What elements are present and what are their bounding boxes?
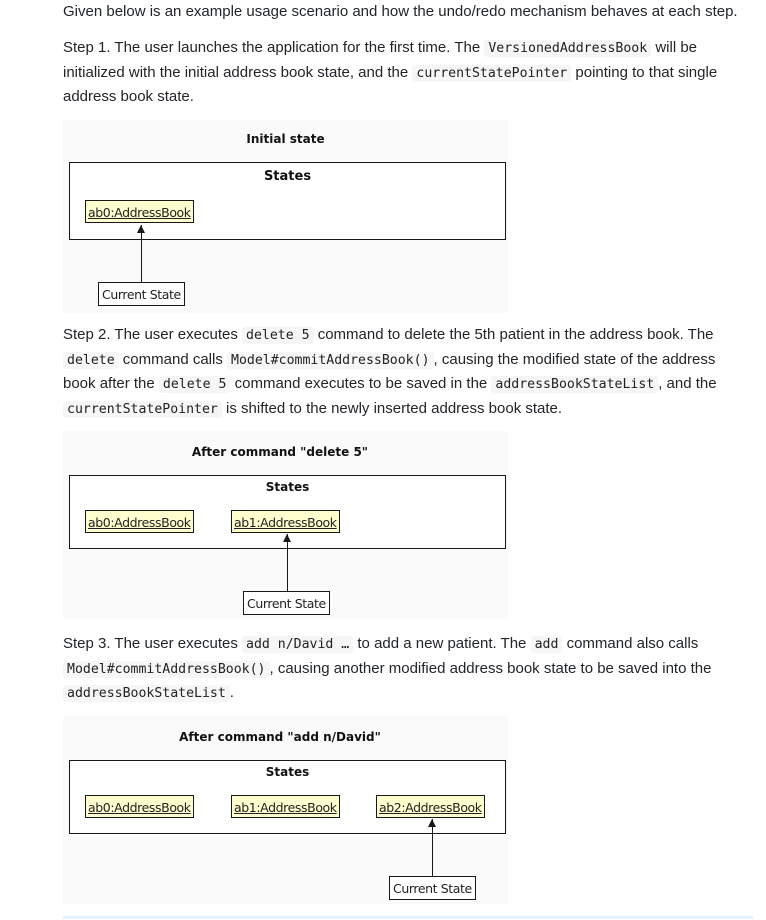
- pointer-arrow: [432, 819, 433, 877]
- step3-paragraph: [63, 632, 743, 706]
- object-ab0: ab0:AddressBook: [85, 200, 194, 223]
- code-commit-address-book: Model#commitAddressBook(): [63, 661, 270, 678]
- step2-text: command calls: [118, 350, 228, 368]
- states-label: States: [263, 169, 312, 184]
- step2-paragraph: [63, 323, 743, 421]
- step3-text: command also calls: [562, 635, 699, 652]
- diagram-after-delete: [63, 431, 508, 618]
- step3-text: to add a new patient. The: [353, 635, 531, 652]
- diagram-title: After command "add n/David": [179, 730, 381, 744]
- code-versioned-address-book: VersionedAddressBook: [484, 40, 651, 57]
- code-add-david: add n/David …: [242, 636, 353, 653]
- step2-text: command executes to be saved in the: [230, 375, 492, 392]
- step2-text: , causing the modified state of the address book after the: [63, 350, 716, 392]
- diagram-after-add: [63, 716, 508, 904]
- code-current-state-pointer: currentStatePointer: [412, 65, 571, 82]
- next-section-edge: [63, 916, 753, 919]
- object-ab2: ab2:AddressBook: [376, 795, 485, 818]
- step3-text: .: [229, 684, 234, 701]
- step2-text: is shifted to the newly inserted address book state.: [221, 399, 563, 417]
- step1-text: Step 1. The user launches the application for the first time. The: [63, 39, 485, 56]
- states-label: States: [265, 765, 310, 779]
- diagram-title: After command "delete 5": [191, 445, 369, 459]
- diagram-initial-state: [63, 120, 508, 313]
- step3-text: Step 3. The user executes: [63, 635, 242, 652]
- states-label: States: [265, 480, 310, 494]
- code-address-book-state-list: addressBookStateList: [491, 376, 658, 393]
- current-state-box: Current State: [389, 876, 476, 900]
- current-state-box: Current State: [243, 591, 330, 615]
- object-ab1: ab1:AddressBook: [231, 510, 340, 533]
- states-package: [69, 760, 506, 834]
- object-ab0: ab0:AddressBook: [85, 795, 194, 818]
- step1-text: will be initialized with the initial address book state, and the: [63, 39, 698, 81]
- step2-text: command to delete the 5th patient in the address book. The: [313, 326, 714, 343]
- code-delete-5: delete 5: [159, 376, 231, 393]
- code-delete-5: delete 5: [242, 327, 314, 344]
- code-address-book-state-list: addressBookStateList: [63, 685, 230, 702]
- code-commit-address-book: Model#commitAddressBook(): [227, 352, 434, 369]
- pointer-arrow: [141, 225, 142, 282]
- intro-paragraph: Given below is an example usage scenario and how the undo/redo mechanism behaves at each step.: [63, 3, 738, 20]
- object-ab1: ab1:AddressBook: [231, 795, 340, 818]
- code-delete: delete: [63, 352, 119, 369]
- pointer-arrow: [287, 534, 288, 592]
- object-ab0: ab0:AddressBook: [85, 510, 194, 533]
- step3-text: , causing another modified address book state to be saved into the: [269, 659, 712, 677]
- code-current-state-pointer: currentStatePointer: [63, 401, 222, 418]
- states-package: [69, 162, 506, 240]
- step1-paragraph: [63, 36, 743, 109]
- step2-text: Step 2. The user executes: [63, 326, 242, 343]
- step2-text: , and the: [658, 375, 717, 392]
- step1-text: pointing to that single address book state.: [63, 63, 718, 105]
- code-add: add: [531, 636, 563, 653]
- diagram-title: Initial state: [246, 132, 325, 146]
- current-state-box: Current State: [98, 282, 185, 306]
